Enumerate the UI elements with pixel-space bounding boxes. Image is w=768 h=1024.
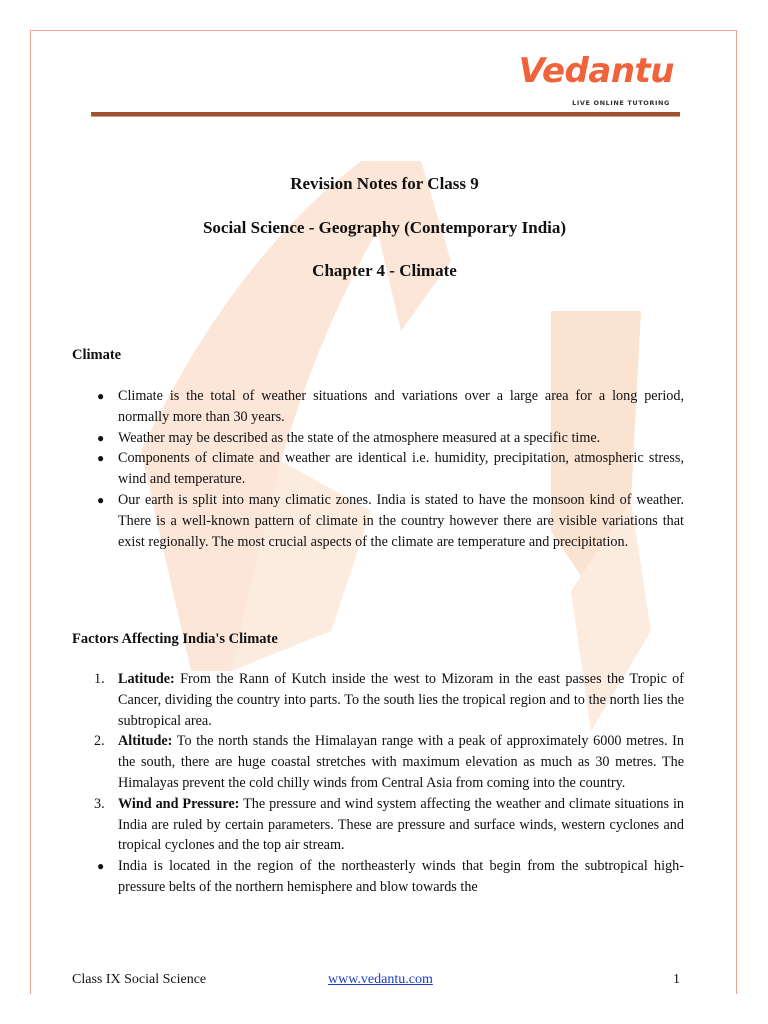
vedantu-logo [518,51,674,111]
item-label: Latitude: [118,671,175,687]
item-number: 2. [94,733,105,750]
list-item [72,428,684,449]
header-rule [91,112,680,117]
list-item-text: Weather may be described as the state of the atmosphere measured at a specific time. [118,429,601,446]
factors-heading: Factors Affecting India's Climate [72,631,278,647]
document-title: Revision Notes for Class 9 [290,174,479,193]
list-item-text: India is located in the region of the northeasterly winds that begin from the subtropical high-pressure belts of the northern hemisphere and blow towards the [118,858,684,895]
list-item [72,669,684,731]
footer-website-link[interactable]: www.vedantu.com [328,972,433,987]
chapter-title: Chapter 4 - Climate [312,261,457,280]
factors-list [72,669,684,898]
list-item-text: Our earth is split into many climatic zones. India is stated to have the monsoon kind of weather. There is a well-known pattern of climate in the country however there are visible variations that exist regionally. The most crucial aspects of the climate are temperature and precipitation. [118,491,684,550]
item-label: Wind and Pressure: [118,795,240,812]
list-item [72,386,684,428]
bullet-icon: ● [97,430,105,445]
document-subtitle: Social Science - Geography (Contemporary India) [202,218,567,237]
list-item [72,731,684,793]
list-item [72,794,684,856]
footer-course-label: Class IX Social Science [72,972,207,987]
list-item-text: Climate is the total of weather situations and variations over a large area for a long period, normally more than 30 years. [118,388,684,425]
logo-wordmark: Vedantu [518,51,674,91]
logo-tagline: LIVE ONLINE TUTORING [572,99,670,107]
item-number: 3. [94,795,105,812]
bullet-icon: ● [97,859,105,874]
list-item [72,448,684,490]
list-item [72,490,684,552]
bullet-icon: ● [97,389,105,403]
list-item-text: Components of climate and weather are identical i.e. humidity, precipitation, atmospheric stress, wind and temperature. [118,450,684,488]
list-item-text: To the north stands the Himalayan range with a peak of approximately 6000 metres. In the south, there are huge coastal stretches with maximum elevation as much as 30 metres. The Himalayas prevent the cold chilly winds from Central Asia from coming into the country. [118,733,684,791]
page-number: 1 [673,972,680,987]
bullet-icon: ● [97,492,105,507]
item-number: 1. [94,671,105,687]
bullet-icon: ● [97,451,105,466]
climate-bullet-list [72,386,684,552]
list-item-text: The pressure and wind system affecting the weather and climate situations in India are ruled by certain parameters. These are pressure and surface winds, western cyclones and tropical cyclones and the top air stream. [118,795,685,854]
list-item-text: From the Rann of Kutch inside the west to Mizoram in the east passes the Tropic of Cancer, dividing the country into parts. To the south lies the tropical region and to the north lies the subtropical area. [118,671,684,729]
list-item [72,856,684,898]
climate-heading: Climate [72,347,122,363]
document-page [30,30,737,994]
item-label: Altitude: [118,733,173,750]
